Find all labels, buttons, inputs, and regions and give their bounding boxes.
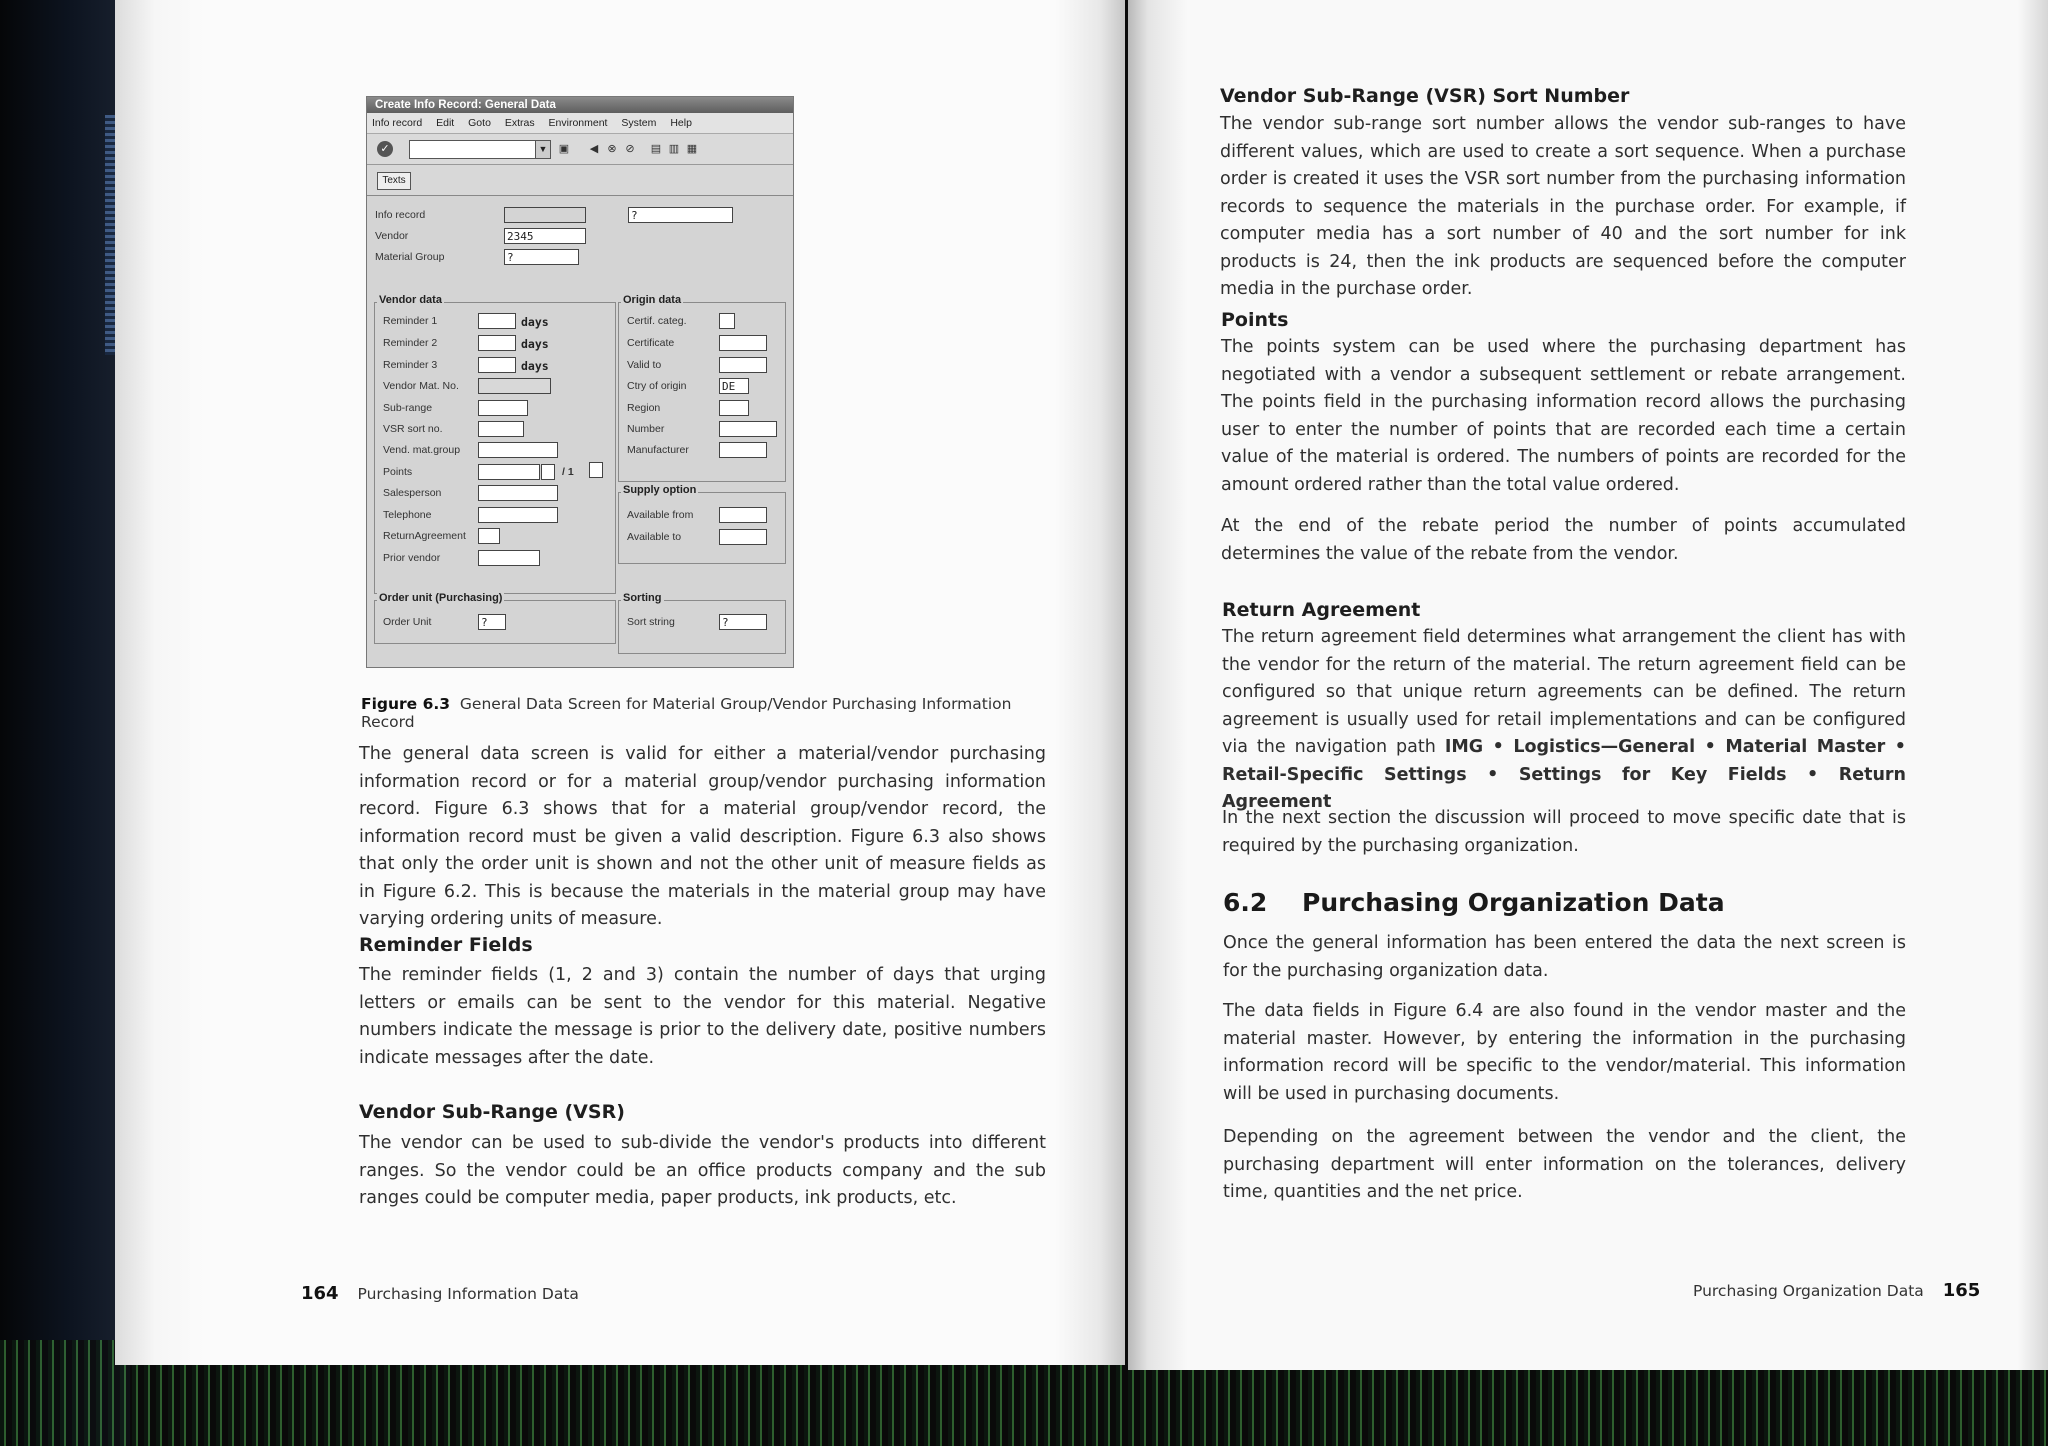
- next-section-paragraph: In the next section the discussion will proceed to move specific date that is required by the purchasing organization.: [1222, 808, 1906, 856]
- return-agreement-text: The return agreement field determines what arrangement the client has with the vendor for the return of the material. The return agreement field can be configured so that unique return agreements can be defined. The return agreement is usually used for retail implementations and can be configured via the navigation path: [1222, 627, 1906, 757]
- points-per-label: / 1: [562, 466, 574, 478]
- menu-edit[interactable]: Edit: [436, 117, 455, 129]
- manufacturer-field[interactable]: [719, 442, 767, 458]
- back-icon[interactable]: ◀: [589, 143, 599, 155]
- supply-option-group: [618, 492, 786, 564]
- sap-screenshot: [366, 96, 794, 668]
- menu-info-record[interactable]: Info record: [372, 117, 423, 129]
- order-unit-field[interactable]: ?: [478, 614, 506, 630]
- texts-button[interactable]: Texts: [377, 172, 411, 190]
- order-unit-title: Order unit (Purchasing): [379, 592, 503, 604]
- vend-mat-group-label: Vend. mat.group: [383, 444, 461, 456]
- supply-option-title: Supply option: [623, 484, 697, 496]
- section-title: Purchasing Organization Data: [1302, 888, 1725, 917]
- ctry-of-origin-field[interactable]: DE: [719, 378, 749, 394]
- dropdown-arrow-icon[interactable]: ▼: [535, 141, 550, 158]
- return-agreement-label: ReturnAgreement: [383, 530, 466, 542]
- available-from-label: Available from: [627, 509, 694, 521]
- info-record-label: Info record: [375, 209, 426, 221]
- region-field[interactable]: [719, 400, 749, 416]
- menu-goto[interactable]: Goto: [468, 117, 491, 129]
- salesperson-field[interactable]: [478, 485, 558, 501]
- left-intro-paragraph: The general data screen is valid for either a material/vendor purchasing information record or for a material group/vendor purchasing information record. Figure 6.3 shows that for a material group/vendor record, the information record must be given a valid description. Figure 6.3 also shows that only the order unit is shown and not the other unit of measure fields as in Figure 6.2. This is because the materials in the material group may have varying ordering units of measure.: [359, 744, 1046, 929]
- available-to-label: Available to: [627, 531, 682, 543]
- menu-help[interactable]: Help: [670, 117, 692, 129]
- right-running-title: Purchasing Organization Data: [1693, 1282, 1924, 1300]
- section-heading: [1223, 888, 1725, 917]
- return-agreement-paragraph: [1222, 624, 1906, 817]
- reminder2-unit: days: [521, 337, 549, 351]
- vendor-mat-no-field[interactable]: [478, 378, 551, 394]
- certificate-label: Certificate: [627, 337, 675, 349]
- number-field[interactable]: [719, 421, 777, 437]
- reminder1-field[interactable]: [478, 313, 516, 329]
- vsr-paragraph: The vendor can be used to sub-divide the vendor's products into different ranges. So the vendor could be an office products company and the sub ranges could be computer media, paper products, ink products, etc.: [359, 1133, 1046, 1208]
- sub-range-label: Sub-range: [383, 402, 433, 414]
- vsr-sort-no-label: VSR sort no.: [383, 423, 443, 435]
- section-number: 6.2: [1223, 888, 1268, 917]
- find-next-icon[interactable]: ▦: [686, 143, 698, 155]
- valid-to-field[interactable]: [719, 357, 767, 373]
- reminder1-label: Reminder 1: [383, 315, 438, 327]
- reminder2-field[interactable]: [478, 335, 516, 351]
- manufacturer-label: Manufacturer: [627, 444, 689, 456]
- info-record-description-field[interactable]: ?: [628, 207, 733, 223]
- exit-icon[interactable]: ⊗: [607, 143, 617, 155]
- enter-icon[interactable]: ✓: [377, 141, 393, 157]
- application-toolbar: [367, 165, 793, 196]
- certificate-field[interactable]: [719, 335, 767, 351]
- left-footer: [301, 1283, 579, 1304]
- sort-string-label: Sort string: [627, 616, 675, 628]
- region-label: Region: [627, 402, 661, 414]
- return-agreement-field[interactable]: [478, 528, 500, 544]
- menu-environment[interactable]: Environment: [548, 117, 608, 129]
- available-to-field[interactable]: [719, 529, 767, 545]
- order-unit-label: Order Unit: [383, 616, 432, 628]
- vendor-mat-no-label: Vendor Mat. No.: [383, 380, 459, 392]
- find-icon[interactable]: ▥: [668, 143, 680, 155]
- points-paragraph-2: At the end of the rebate period the number of points accumulated determines the value of the rebate from the vendor.: [1221, 516, 1906, 564]
- vendor-field[interactable]: 2345: [504, 228, 586, 244]
- certif-categ-field[interactable]: [719, 313, 735, 329]
- menu-extras[interactable]: Extras: [504, 117, 535, 129]
- reminder2-label: Reminder 2: [383, 337, 438, 349]
- origin-data-title: Origin data: [623, 294, 682, 306]
- certif-categ-label: Certif. categ.: [627, 315, 687, 327]
- menu-system[interactable]: System: [621, 117, 657, 129]
- figure-caption-label: Figure 6.3: [361, 695, 451, 713]
- sort-string-field[interactable]: ?: [719, 614, 767, 630]
- vend-mat-group-field[interactable]: [478, 442, 558, 458]
- return-agreement-heading: Return Agreement: [1222, 599, 1421, 621]
- vendor-label: Vendor: [375, 230, 409, 242]
- navigation-path: IMG • Logistics—General • Material Master • Retail-Specific Settings • Settings for Key Fields • Return Agreement: [1222, 737, 1906, 812]
- po-paragraph-3: Depending on the agreement between the vendor and the client, the purchasing department will enter information on the tolerances, delivery time, quantities and the net price.: [1223, 1127, 1906, 1202]
- telephone-field[interactable]: [478, 507, 558, 523]
- vsr-sort-no-field[interactable]: [478, 421, 524, 437]
- material-group-label: Material Group: [375, 251, 445, 263]
- available-from-field[interactable]: [719, 507, 767, 523]
- figure-caption-text: General Data Screen for Material Group/Vendor Purchasing Information Record: [361, 695, 1012, 731]
- sap-toolbar: [367, 134, 793, 165]
- figure-caption: [361, 695, 1021, 731]
- material-group-field[interactable]: ?: [504, 249, 579, 265]
- reminder1-unit: days: [521, 315, 549, 329]
- cancel-icon[interactable]: ⊘: [625, 143, 635, 155]
- points-unit-field[interactable]: [541, 464, 555, 480]
- vsr-sort-number-paragraph: The vendor sub-range sort number allows the vendor sub-ranges to have different values, which are used to create a sort sequence. When a purchase order is created it uses the VSR sort number from the purchasing information records to sequence the materials in the purchase order. For example, if computer media has a sort number of 40 and the sort number for ink products is 24, then the ink products are sequenced before the computer media in the purchase order.: [1220, 114, 1906, 299]
- valid-to-label: Valid to: [627, 359, 662, 371]
- po-paragraph-1: Once the general information has been entered the data the next screen is for the purchasing organization data.: [1223, 933, 1906, 981]
- sub-range-field[interactable]: [478, 400, 528, 416]
- sap-menu-bar: [367, 113, 793, 134]
- po-paragraph-2: The data fields in Figure 6.4 are also found in the vendor master and the material master. However, by entering the information in the purchasing information record will be specific to the vendor/material. This information will be used in purchasing documents.: [1223, 1001, 1906, 1104]
- ctry-of-origin-label: Ctry of origin: [627, 380, 687, 392]
- reminder3-field[interactable]: [478, 357, 516, 373]
- vsr-heading: Vendor Sub-Range (VSR): [359, 1101, 625, 1123]
- reminder3-label: Reminder 3: [383, 359, 438, 371]
- print-icon[interactable]: ▤: [650, 143, 662, 155]
- points-paragraph-1: The points system can be used where the purchasing department has negotiated with a vendor a subsequent settlement or rebate arrangement. The points field in the purchasing information record allows the purchasing user to enter the number of points that are recorded each time a certain value of the material is ordered. The numbers of points are recorded for the amount ordered rather than the total value ordered.: [1221, 337, 1906, 495]
- reminder3-unit: days: [521, 359, 549, 373]
- sap-window-title: Create Info Record: General Data: [367, 97, 793, 113]
- points-heading: Points: [1221, 309, 1289, 331]
- points-label: Points: [383, 466, 413, 478]
- number-label: Number: [627, 423, 665, 435]
- vendor-data-title: Vendor data: [379, 294, 442, 306]
- reminder-fields-heading: Reminder Fields: [359, 934, 533, 956]
- sorting-title: Sorting: [623, 592, 662, 604]
- salesperson-label: Salesperson: [383, 487, 442, 499]
- save-icon[interactable]: ▣: [558, 143, 570, 155]
- left-page-number: 164: [301, 1283, 339, 1304]
- right-page-number: 165: [1942, 1280, 1981, 1301]
- prior-vendor-field[interactable]: [478, 550, 540, 566]
- reminder-fields-paragraph: The reminder fields (1, 2 and 3) contain the number of days that urging letters or emails can be sent to the vendor for this material. Negative numbers indicate the message is prior to the delivery date, positive numbers indicate messages after the date.: [359, 965, 1046, 1068]
- right-footer: [1693, 1280, 1980, 1301]
- points-per-unit-field[interactable]: [589, 462, 603, 478]
- prior-vendor-label: Prior vendor: [383, 552, 441, 564]
- vsr-sort-number-heading: Vendor Sub-Range (VSR) Sort Number: [1220, 85, 1630, 107]
- telephone-label: Telephone: [383, 509, 432, 521]
- points-field[interactable]: [478, 464, 540, 480]
- command-field[interactable]: [409, 140, 551, 159]
- left-running-title: Purchasing Information Data: [357, 1285, 579, 1303]
- info-record-field[interactable]: [504, 207, 586, 223]
